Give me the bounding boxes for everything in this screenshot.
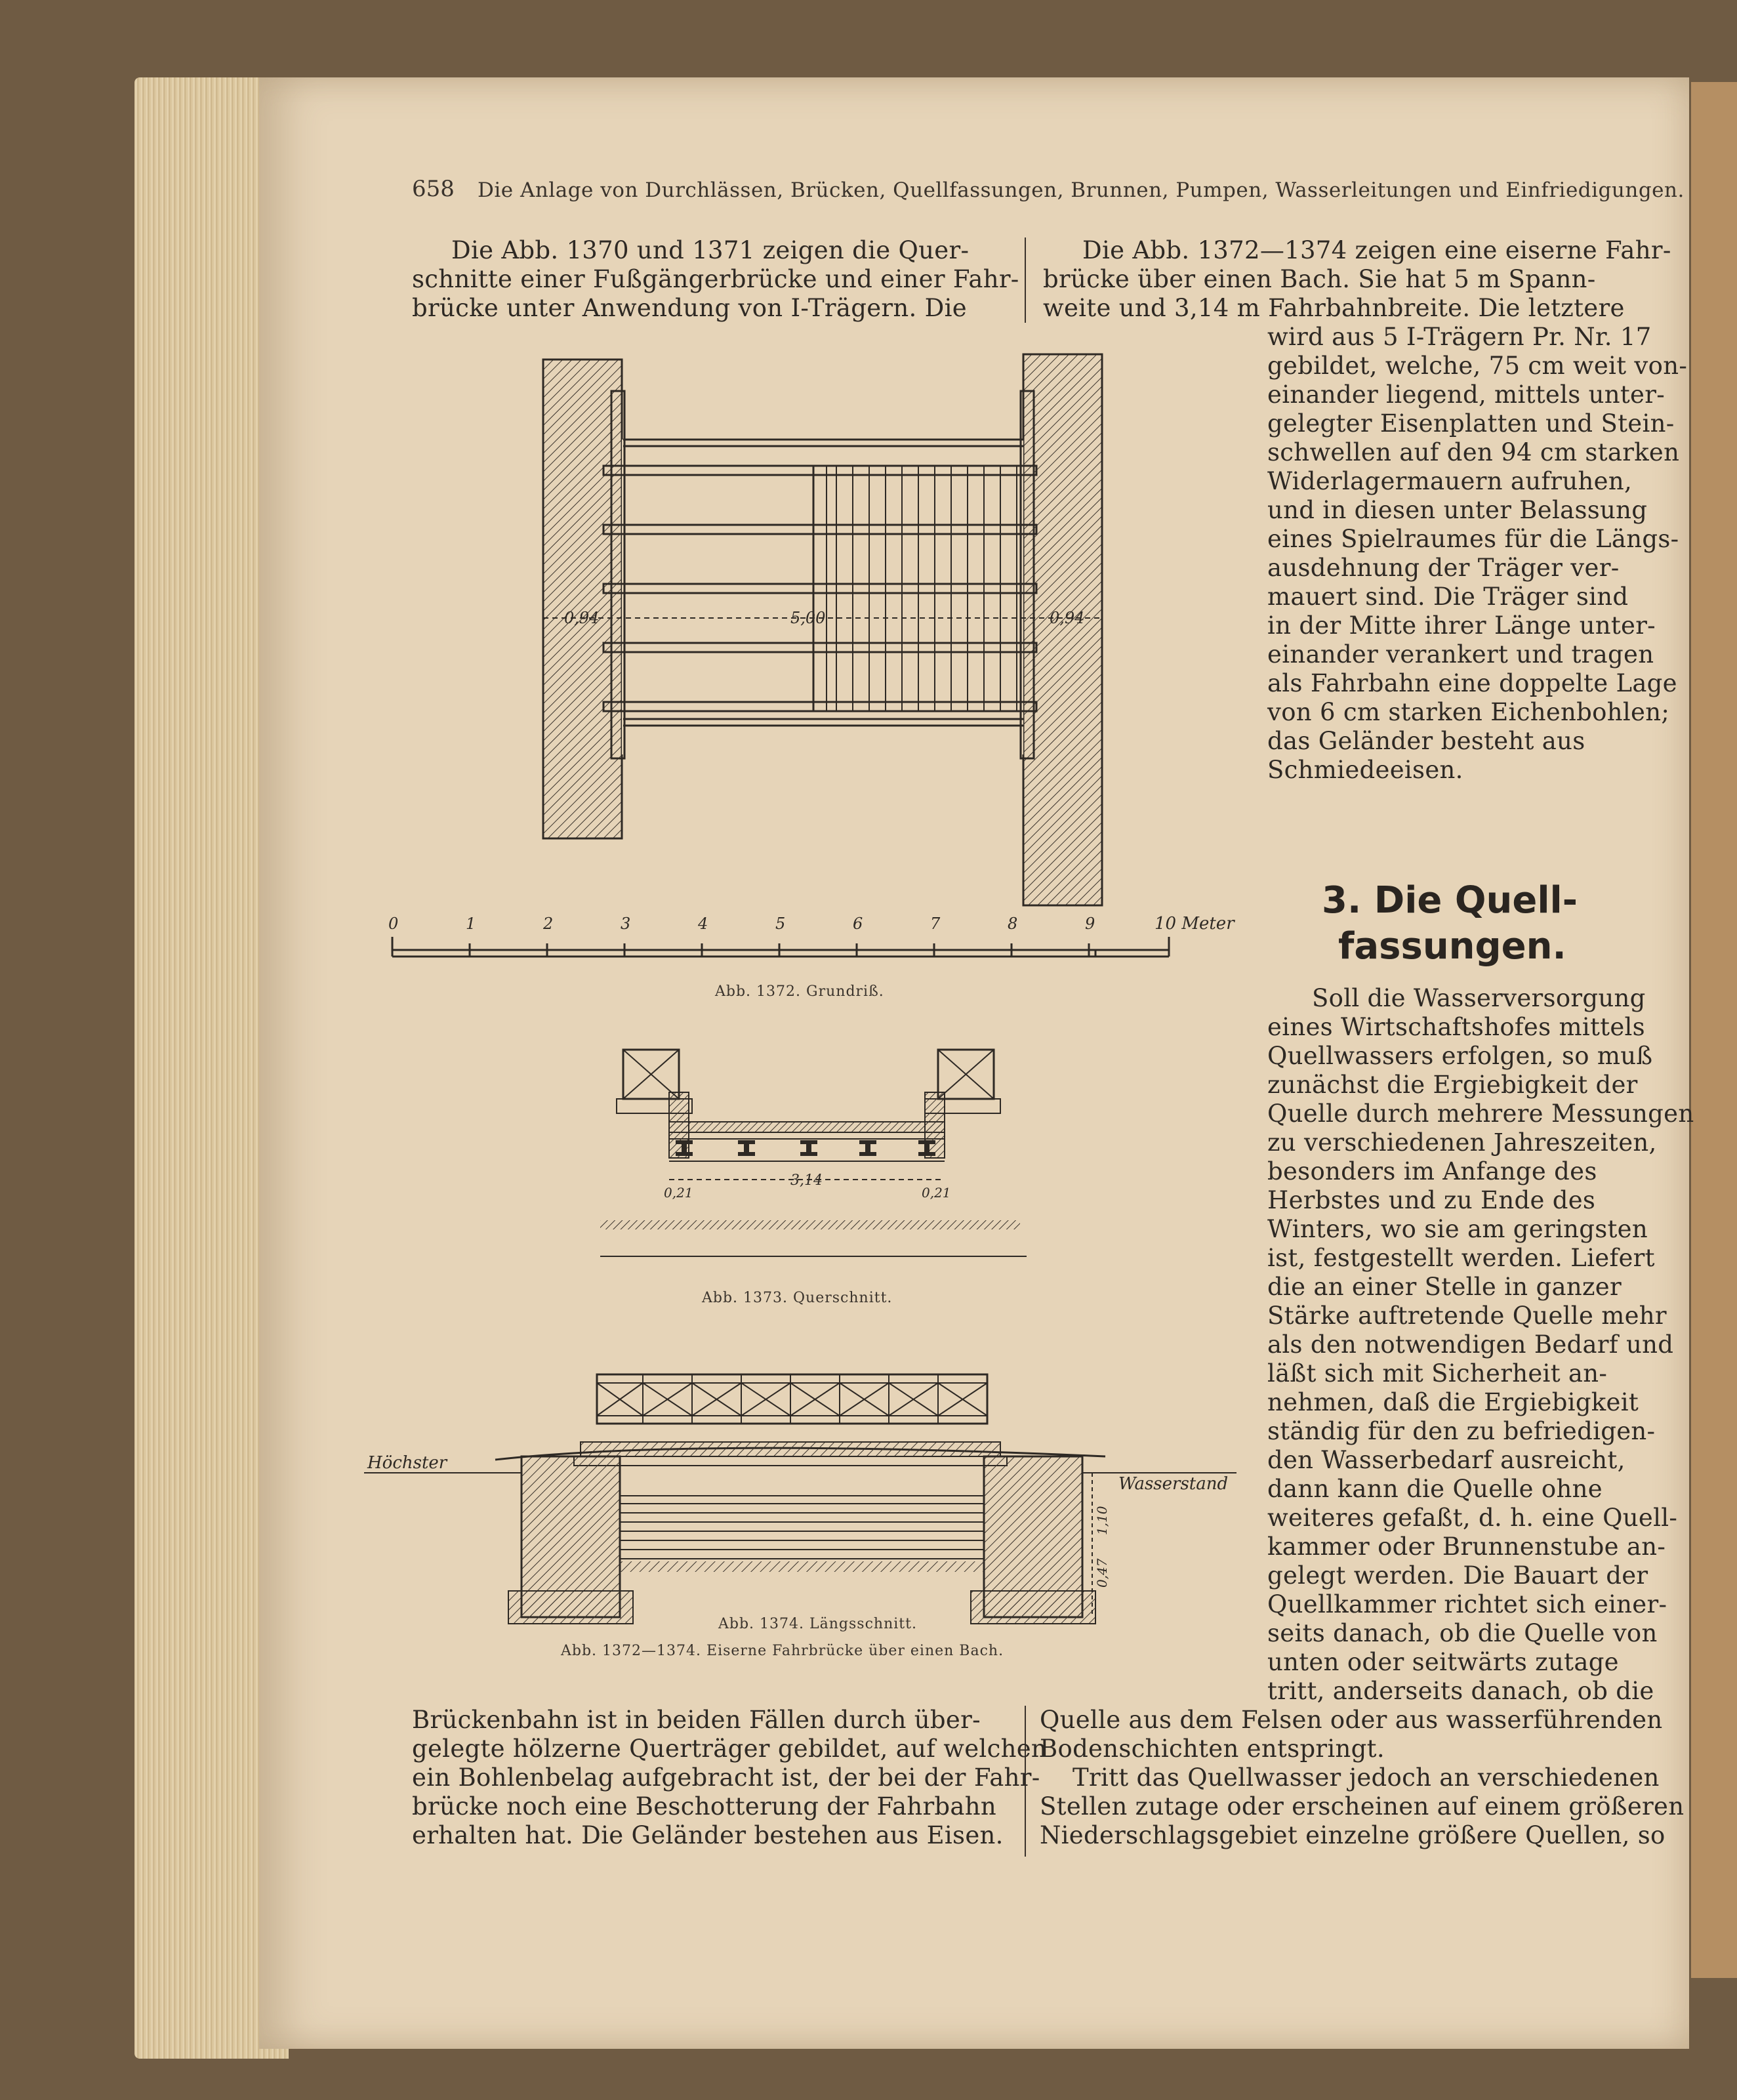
text-line: tritt, anderseits danach, ob die <box>1267 1677 1654 1705</box>
scale-tick-label: 7 <box>930 915 941 933</box>
text-line: einander liegend, mittels unter- <box>1267 381 1665 409</box>
section-heading-line1: 3. Die Quell- <box>1322 879 1578 922</box>
text-line: brücke über einen Bach. Sie hat 5 m Spann- <box>1043 265 1596 293</box>
text-line: als den notwendigen Bedarf und <box>1267 1330 1674 1359</box>
dim-upper: 1,10 <box>1094 1506 1110 1535</box>
figure-cross-section <box>590 1037 1050 1325</box>
text-line: Bodenschichten entspringt. <box>1040 1735 1385 1763</box>
text-line: Quelle durch mehrere Messungen <box>1267 1100 1694 1128</box>
caption-longitudinal: Abb. 1374. Längsschnitt. <box>718 1616 917 1632</box>
scale-tick-label: 5 <box>775 915 786 933</box>
text-line: Herbstes und zu Ende des <box>1267 1186 1596 1214</box>
scale-tick-label: 1 <box>466 915 476 933</box>
text-line: Stellen zutage oder erscheinen auf einem größeren <box>1040 1792 1685 1821</box>
text-line: zu verschiedenen Jahreszeiten, <box>1267 1128 1657 1157</box>
dim-right-cross: 0,21 <box>922 1185 951 1201</box>
label-hoechster: Höchster <box>367 1453 447 1473</box>
dim-center-plan: 5,00 <box>790 609 826 627</box>
scale-unit: 10 Meter <box>1155 914 1235 934</box>
text-line: eines Wirtschaftshofes mittels <box>1267 1013 1645 1041</box>
text-line: ist, festgestellt werden. Liefert <box>1267 1244 1655 1272</box>
text-line: wird aus 5 I-Trägern Pr. Nr. 17 <box>1267 323 1652 351</box>
text-line: mauert sind. Die Träger sind <box>1267 583 1629 611</box>
dim-left-cross: 0,21 <box>664 1185 693 1201</box>
scale-tick-label: 6 <box>853 915 863 933</box>
caption-cross-section: Abb. 1373. Querschnitt. <box>702 1290 893 1306</box>
text-line: läßt sich mit Sicherheit an- <box>1267 1359 1608 1388</box>
text-line: brücke noch eine Beschotterung der Fahrbahn <box>412 1792 997 1821</box>
text-line: Quellwassers erfolgen, so muß <box>1267 1042 1653 1070</box>
text-line: in der Mitte ihrer Länge unter- <box>1267 611 1656 640</box>
page-number: 658 <box>412 176 455 202</box>
text-line: gebildet, welche, 75 cm weit von- <box>1267 352 1688 380</box>
text-line: dann kann die Quelle ohne <box>1267 1475 1603 1503</box>
text-line: Schmiedeeisen. <box>1267 756 1463 784</box>
text-line: das Geländer besteht aus <box>1267 727 1585 755</box>
text-line: schwellen auf den 94 cm starken <box>1267 438 1680 466</box>
running-title: Die Anlage von Durchlässen, Brücken, Quellfassungen, Brunnen, Pumpen, Wasserleitungen und Einfriedigungen. <box>478 178 1685 202</box>
text-line: als Fahrbahn eine doppelte Lage <box>1267 669 1677 697</box>
scale-bar <box>392 937 1169 957</box>
scale-tick-label: 8 <box>1008 915 1018 933</box>
text-line: seits danach, ob die Quelle von <box>1267 1619 1658 1647</box>
text-line: Niederschlagsgebiet einzelne größere Quellen, so <box>1040 1821 1665 1849</box>
text-line: kammer oder Brunnenstube an- <box>1267 1533 1666 1561</box>
dim-center-cross: 3,14 <box>790 1172 823 1189</box>
text-line: den Wasserbedarf ausreicht, <box>1267 1446 1625 1474</box>
text-line: besonders im Anfange des <box>1267 1157 1597 1185</box>
caption-group: Abb. 1372—1374. Eiserne Fahrbrücke über einen Bach. <box>561 1643 1004 1659</box>
text-line: Quelle aus dem Felsen oder aus wasserführenden <box>1040 1706 1663 1734</box>
text-line: eines Spielraumes für die Längs- <box>1267 525 1679 553</box>
right-abutment <box>1023 354 1102 905</box>
text-line: weiteres gefaßt, d. h. eine Quell- <box>1267 1504 1678 1532</box>
section-heading-line2: fassungen. <box>1338 925 1566 968</box>
text-line: Stärke auftretende Quelle mehr <box>1267 1302 1667 1330</box>
text-line: schnitte einer Fußgängerbrücke und einer Fahr- <box>412 265 1019 293</box>
text-line: gelegter Eisenplatten und Stein- <box>1267 409 1675 438</box>
figure-plan-grundriss <box>367 341 1246 1010</box>
scale-tick-label: 0 <box>388 915 399 933</box>
text-line: erhalten hat. Die Geländer bestehen aus Eisen. <box>412 1821 1004 1849</box>
label-wasserstand: Wasserstand <box>1118 1474 1229 1494</box>
text-line: einander verankert und tragen <box>1267 640 1654 669</box>
text-line: Die Abb. 1372—1374 zeigen eine eiserne Fahr- <box>1082 236 1671 264</box>
text-line: ausdehnung der Träger ver- <box>1267 554 1620 582</box>
text-line: Soll die Wasserversorgung <box>1312 984 1646 1012</box>
text-line: nehmen, daß die Ergiebigkeit <box>1267 1388 1639 1416</box>
i-beams <box>676 1140 935 1156</box>
text-line: Brückenbahn ist in beiden Fällen durch über- <box>412 1706 981 1734</box>
text-line: zunächst die Ergiebigkeit der <box>1267 1071 1638 1099</box>
scale-tick-label: 2 <box>543 915 554 933</box>
column-rule <box>1025 237 1026 323</box>
left-abutment <box>543 360 622 838</box>
text-line: Widerlagermauern aufruhen, <box>1267 467 1633 495</box>
text-line: ein Bohlenbelag aufgebracht ist, der bei der Fahr- <box>412 1763 1040 1792</box>
text-line: gelegt werden. Die Bauart der <box>1267 1561 1648 1590</box>
text-line: die an einer Stelle in ganzer <box>1267 1273 1622 1301</box>
dim-lower: 0,47 <box>1094 1558 1110 1588</box>
text-line: und in diesen unter Belassung <box>1267 496 1648 524</box>
text-line: von 6 cm starken Eichenbohlen; <box>1267 698 1670 726</box>
text-line: Quellkammer richtet sich einer- <box>1267 1590 1667 1618</box>
text-line: Winters, wo sie am geringsten <box>1267 1215 1648 1243</box>
scale-tick-label: 9 <box>1085 915 1095 933</box>
text-line: gelegte hölzerne Querträger gebildet, auf welchen <box>412 1735 1048 1763</box>
text-line: weite und 3,14 m Fahrbahnbreite. Die letztere <box>1043 294 1625 322</box>
text-line: ständig für den zu befriedigen- <box>1267 1417 1656 1445</box>
text-line: Tritt das Quellwasser jedoch an verschiedenen <box>1073 1763 1660 1792</box>
text-line: Die Abb. 1370 und 1371 zeigen die Quer- <box>451 236 970 264</box>
text-line: brücke unter Anwendung von I-Trägern. Die <box>412 294 967 322</box>
caption-plan: Abb. 1372. Grundriß. <box>715 983 884 1000</box>
dim-left-plan: 0,94 <box>564 609 600 627</box>
text-line: unten oder seitwärts zutage <box>1267 1648 1619 1676</box>
scale-tick-label: 4 <box>698 915 708 933</box>
scale-tick-label: 3 <box>621 915 631 933</box>
dim-right-plan: 0,94 <box>1050 609 1085 627</box>
next-page-edge <box>1691 82 1737 1978</box>
figure-longitudinal-section <box>364 1365 1243 1666</box>
